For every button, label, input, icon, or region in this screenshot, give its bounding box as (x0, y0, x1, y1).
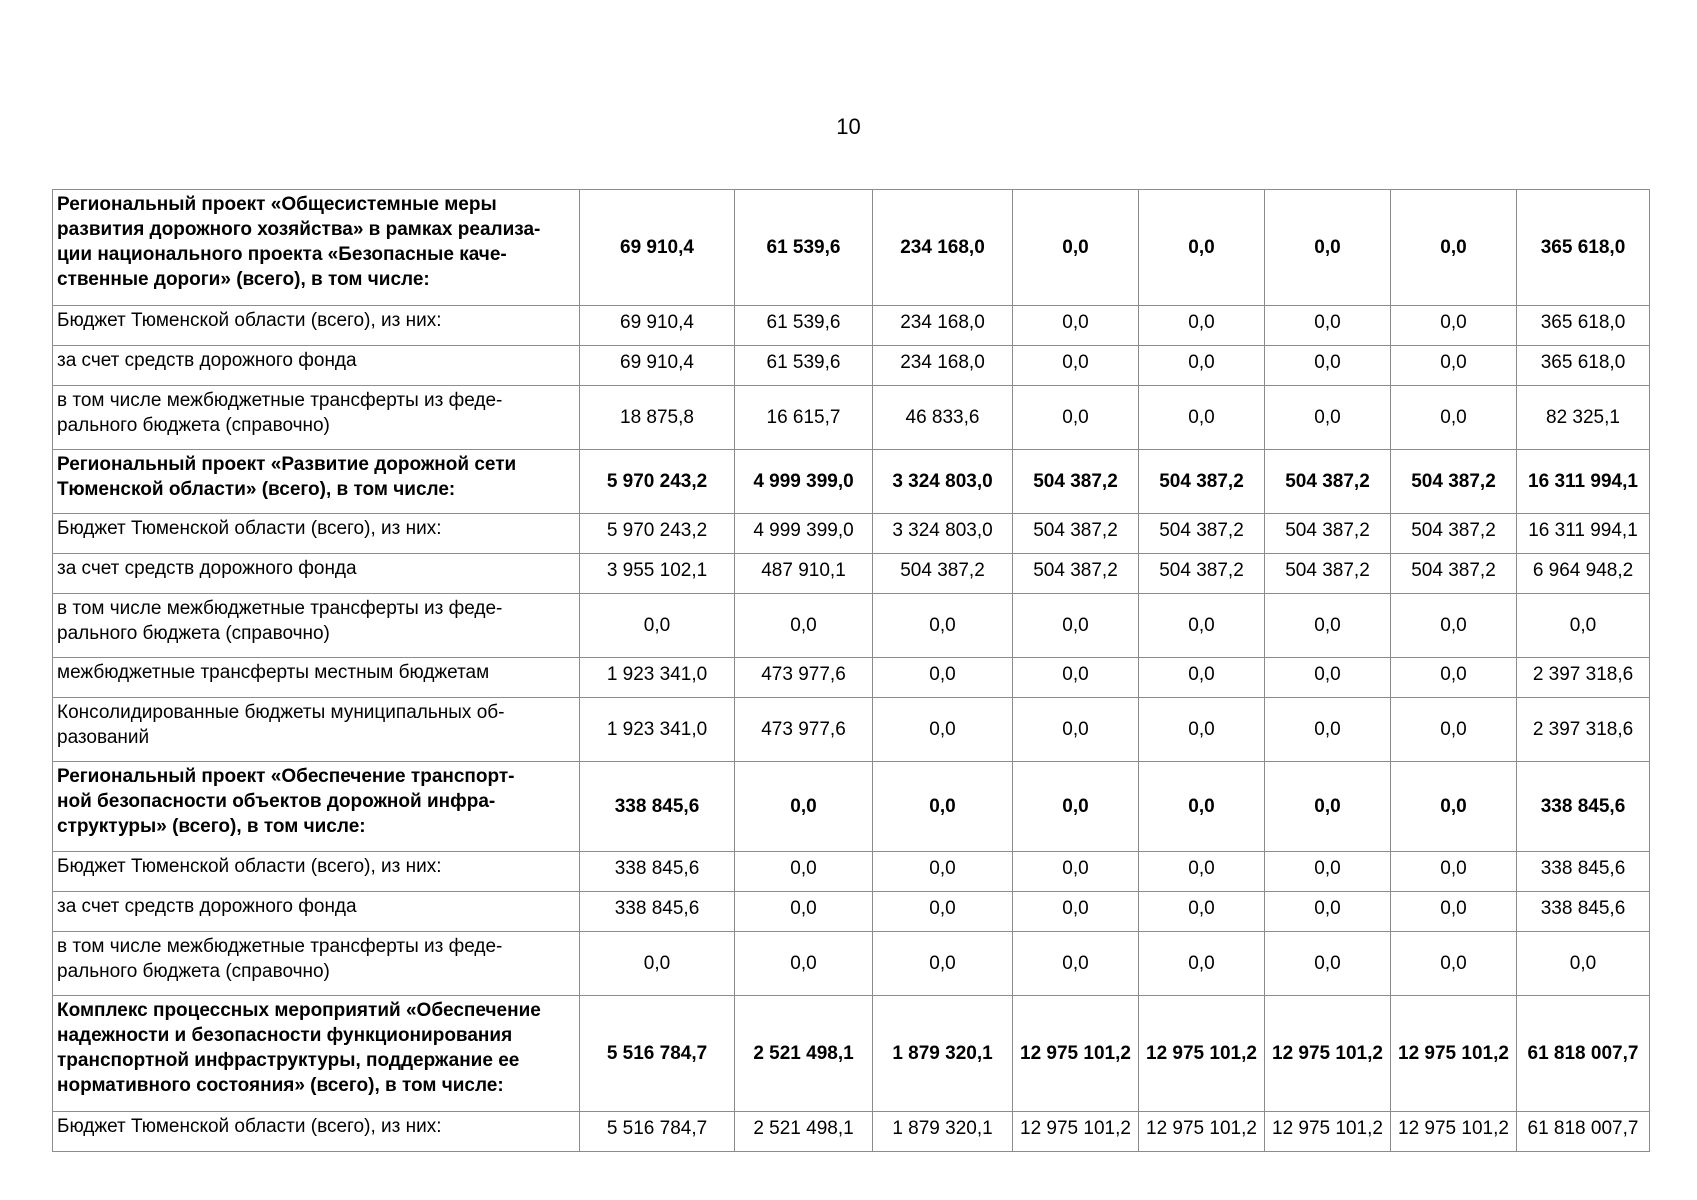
row-label-line: Бюджет Тюменской области (всего), из них: (57, 310, 442, 331)
row-label (53, 658, 580, 698)
table-row (53, 514, 1650, 554)
value-cell: 0,0 (1013, 852, 1139, 892)
value-cell: 0,0 (1517, 932, 1650, 996)
value-cell: 3 955 102,1 (580, 554, 735, 594)
value-cell: 3 324 803,0 (873, 450, 1013, 514)
value-cell: 504 387,2 (1139, 450, 1265, 514)
value-cell: 0,0 (735, 762, 873, 852)
value-cell: 69 910,4 (580, 190, 735, 306)
table-row (53, 698, 1650, 762)
value-cell: 0,0 (1013, 306, 1139, 346)
value-cell: 1 879 320,1 (873, 1112, 1013, 1152)
value-cell: 338 845,6 (580, 852, 735, 892)
value-cell: 0,0 (735, 852, 873, 892)
table-row (53, 762, 1650, 852)
row-label (53, 306, 580, 346)
table-row (53, 892, 1650, 932)
value-cell: 3 324 803,0 (873, 514, 1013, 554)
value-cell: 504 387,2 (1139, 514, 1265, 554)
value-cell: 2 397 318,6 (1517, 658, 1650, 698)
value-cell: 6 964 948,2 (1517, 554, 1650, 594)
value-cell: 0,0 (1013, 762, 1139, 852)
value-cell: 0,0 (1265, 658, 1391, 698)
value-cell: 0,0 (1013, 346, 1139, 386)
row-label-line: ственные дороги» (всего), в том числе: (57, 269, 430, 290)
value-cell: 504 387,2 (1013, 450, 1139, 514)
value-cell: 0,0 (1013, 698, 1139, 762)
row-label (53, 932, 580, 996)
value-cell: 0,0 (1139, 386, 1265, 450)
value-cell: 2 521 498,1 (735, 1112, 873, 1152)
value-cell: 338 845,6 (1517, 892, 1650, 932)
value-cell: 0,0 (1139, 306, 1265, 346)
value-cell: 16 311 994,1 (1517, 450, 1650, 514)
value-cell: 0,0 (580, 932, 735, 996)
value-cell: 0,0 (1013, 892, 1139, 932)
value-cell: 365 618,0 (1517, 190, 1650, 306)
value-cell: 338 845,6 (580, 892, 735, 932)
value-cell: 12 975 101,2 (1265, 1112, 1391, 1152)
value-cell: 5 516 784,7 (580, 996, 735, 1112)
value-cell: 12 975 101,2 (1391, 996, 1517, 1112)
value-cell: 0,0 (1139, 892, 1265, 932)
value-cell: 5 970 243,2 (580, 514, 735, 554)
value-cell: 504 387,2 (1139, 554, 1265, 594)
row-label-line: за счет средств дорожного фонда (57, 558, 357, 579)
value-cell: 487 910,1 (735, 554, 873, 594)
value-cell: 0,0 (1265, 892, 1391, 932)
row-label-line: в том числе межбюджетные трансферты из феде- (57, 390, 503, 411)
table-row (53, 346, 1650, 386)
value-cell: 0,0 (873, 594, 1013, 658)
value-cell: 234 168,0 (873, 306, 1013, 346)
value-cell: 2 521 498,1 (735, 996, 873, 1112)
row-label-line: за счет средств дорожного фонда (57, 896, 357, 917)
value-cell: 0,0 (873, 852, 1013, 892)
row-label (53, 698, 580, 762)
value-cell: 61 818 007,7 (1517, 996, 1650, 1112)
value-cell: 18 875,8 (580, 386, 735, 450)
value-cell: 0,0 (1391, 306, 1517, 346)
value-cell: 2 397 318,6 (1517, 698, 1650, 762)
value-cell: 0,0 (735, 892, 873, 932)
value-cell: 12 975 101,2 (1139, 1112, 1265, 1152)
value-cell: 504 387,2 (1391, 554, 1517, 594)
value-cell: 365 618,0 (1517, 346, 1650, 386)
page-number: 10 (836, 114, 861, 139)
value-cell: 0,0 (1139, 658, 1265, 698)
value-cell: 0,0 (1391, 658, 1517, 698)
value-cell: 0,0 (1265, 306, 1391, 346)
value-cell: 82 325,1 (1517, 386, 1650, 450)
table-row (53, 658, 1650, 698)
row-label-line: ции национального проекта «Безопасные каче- (57, 244, 507, 265)
value-cell: 0,0 (1139, 932, 1265, 996)
row-label (53, 450, 580, 514)
value-cell: 504 387,2 (1013, 514, 1139, 554)
value-cell: 1 923 341,0 (580, 698, 735, 762)
value-cell: 0,0 (873, 698, 1013, 762)
row-label-line: транспортной инфраструктуры, поддержание ее (57, 1050, 520, 1071)
value-cell: 5 970 243,2 (580, 450, 735, 514)
value-cell: 0,0 (1139, 346, 1265, 386)
value-cell: 0,0 (1391, 346, 1517, 386)
value-cell: 61 539,6 (735, 190, 873, 306)
value-cell: 504 387,2 (873, 554, 1013, 594)
value-cell: 16 311 994,1 (1517, 514, 1650, 554)
value-cell: 0,0 (735, 594, 873, 658)
table-row (53, 1112, 1650, 1152)
budget-table (52, 189, 1650, 1152)
row-label-line: Региональный проект «Обеспечение транспорт- (57, 766, 515, 787)
row-label (53, 996, 580, 1112)
value-cell: 0,0 (1391, 932, 1517, 996)
value-cell: 504 387,2 (1391, 450, 1517, 514)
table-row (53, 996, 1650, 1112)
value-cell: 0,0 (735, 932, 873, 996)
row-label-line: за счет средств дорожного фонда (57, 350, 357, 371)
value-cell: 504 387,2 (1013, 554, 1139, 594)
value-cell: 0,0 (1265, 594, 1391, 658)
row-label-line: рального бюджета (справочно) (57, 623, 330, 644)
value-cell: 504 387,2 (1265, 554, 1391, 594)
row-label (53, 514, 580, 554)
value-cell: 0,0 (1265, 932, 1391, 996)
row-label (53, 762, 580, 852)
value-cell: 338 845,6 (580, 762, 735, 852)
value-cell: 0,0 (873, 658, 1013, 698)
row-label-line: Консолидированные бюджеты муниципальных об- (57, 702, 505, 723)
row-label-line: надежности и безопасности функционирования (57, 1025, 513, 1046)
value-cell: 338 845,6 (1517, 762, 1650, 852)
row-label-line: межбюджетные трансферты местным бюджетам (57, 662, 490, 683)
value-cell: 4 999 399,0 (735, 450, 873, 514)
table-row (53, 306, 1650, 346)
row-label (53, 190, 580, 306)
value-cell: 473 977,6 (735, 658, 873, 698)
value-cell: 0,0 (1517, 594, 1650, 658)
row-label (53, 594, 580, 658)
value-cell: 0,0 (1265, 762, 1391, 852)
table-row (53, 554, 1650, 594)
value-cell: 12 975 101,2 (1391, 1112, 1517, 1152)
table-row (53, 852, 1650, 892)
value-cell: 234 168,0 (873, 346, 1013, 386)
value-cell: 0,0 (1013, 386, 1139, 450)
row-label-line: Региональный проект «Развитие дорожной сети (57, 454, 517, 475)
row-label (53, 386, 580, 450)
value-cell: 0,0 (1013, 594, 1139, 658)
row-label-line: в том числе межбюджетные трансферты из феде- (57, 598, 503, 619)
table-row (53, 386, 1650, 450)
row-label-line: Бюджет Тюменской области (всего), из них: (57, 518, 442, 539)
value-cell: 69 910,4 (580, 346, 735, 386)
value-cell: 338 845,6 (1517, 852, 1650, 892)
value-cell: 0,0 (1265, 698, 1391, 762)
value-cell: 0,0 (1265, 852, 1391, 892)
value-cell: 61 539,6 (735, 306, 873, 346)
row-label-line: Бюджет Тюменской области (всего), из них: (57, 856, 442, 877)
value-cell: 0,0 (873, 762, 1013, 852)
row-label-line: в том числе межбюджетные трансферты из феде- (57, 936, 503, 957)
row-label-line: Бюджет Тюменской области (всего), из них: (57, 1116, 442, 1137)
value-cell: 61 539,6 (735, 346, 873, 386)
value-cell: 234 168,0 (873, 190, 1013, 306)
value-cell: 0,0 (1139, 190, 1265, 306)
value-cell: 1 923 341,0 (580, 658, 735, 698)
value-cell: 69 910,4 (580, 306, 735, 346)
row-label (53, 1112, 580, 1152)
value-cell: 5 516 784,7 (580, 1112, 735, 1152)
table-row (53, 594, 1650, 658)
value-cell: 365 618,0 (1517, 306, 1650, 346)
value-cell: 16 615,7 (735, 386, 873, 450)
row-label (53, 892, 580, 932)
row-label-line: развития дорожного хозяйства» в рамках реализа- (57, 219, 541, 240)
value-cell: 0,0 (873, 892, 1013, 932)
value-cell: 1 879 320,1 (873, 996, 1013, 1112)
value-cell: 46 833,6 (873, 386, 1013, 450)
value-cell: 0,0 (1139, 698, 1265, 762)
value-cell: 473 977,6 (735, 698, 873, 762)
table-row (53, 932, 1650, 996)
value-cell: 12 975 101,2 (1013, 996, 1139, 1112)
value-cell: 0,0 (1139, 594, 1265, 658)
value-cell: 12 975 101,2 (1265, 996, 1391, 1112)
value-cell: 12 975 101,2 (1013, 1112, 1139, 1152)
value-cell: 0,0 (1391, 762, 1517, 852)
row-label-line: Тюменской области» (всего), в том числе: (57, 479, 456, 500)
value-cell: 4 999 399,0 (735, 514, 873, 554)
value-cell: 504 387,2 (1265, 450, 1391, 514)
value-cell: 504 387,2 (1391, 514, 1517, 554)
value-cell: 0,0 (873, 932, 1013, 996)
row-label-line: рального бюджета (справочно) (57, 961, 330, 982)
value-cell: 0,0 (1391, 892, 1517, 932)
row-label (53, 554, 580, 594)
value-cell: 0,0 (1139, 852, 1265, 892)
value-cell: 0,0 (1265, 190, 1391, 306)
value-cell: 0,0 (1139, 762, 1265, 852)
value-cell: 0,0 (1391, 190, 1517, 306)
value-cell: 0,0 (1265, 386, 1391, 450)
row-label-line: структуры» (всего), в том числе: (57, 816, 366, 837)
value-cell: 0,0 (1013, 658, 1139, 698)
value-cell: 12 975 101,2 (1139, 996, 1265, 1112)
row-label-line: Комплекс процессных мероприятий «Обеспечение (57, 1000, 541, 1021)
row-label-line: нормативного состояния» (всего), в том числе: (57, 1075, 504, 1096)
value-cell: 61 818 007,7 (1517, 1112, 1650, 1152)
row-label-line: разований (57, 727, 150, 748)
value-cell: 0,0 (1013, 932, 1139, 996)
value-cell: 0,0 (1391, 698, 1517, 762)
row-label-line: рального бюджета (справочно) (57, 415, 330, 436)
value-cell: 504 387,2 (1265, 514, 1391, 554)
value-cell: 0,0 (1391, 594, 1517, 658)
value-cell: 0,0 (1391, 852, 1517, 892)
table-row (53, 450, 1650, 514)
value-cell: 0,0 (1391, 386, 1517, 450)
value-cell: 0,0 (1013, 190, 1139, 306)
row-label-line: Региональный проект «Общесистемные меры (57, 194, 497, 215)
row-label (53, 346, 580, 386)
row-label-line: ной безопасности объектов дорожной инфра- (57, 791, 496, 812)
row-label (53, 852, 580, 892)
table-row (53, 190, 1650, 306)
value-cell: 0,0 (1265, 346, 1391, 386)
value-cell: 0,0 (580, 594, 735, 658)
